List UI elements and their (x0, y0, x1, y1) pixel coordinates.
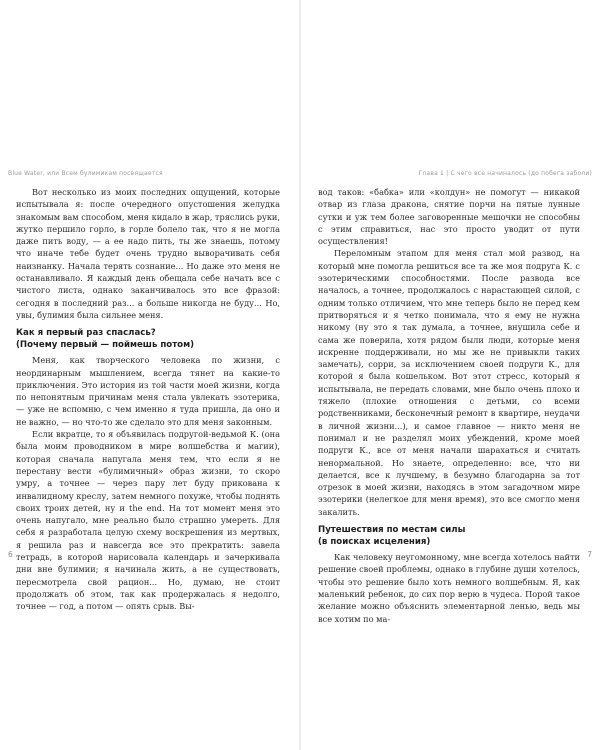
right-page (302, 0, 600, 750)
section-heading (16, 327, 280, 351)
section-heading (318, 524, 580, 548)
running-header-left: Blue Water, или Всем булимикам посвящается (8, 170, 163, 177)
page-number-right: 7 (587, 550, 592, 559)
body-paragraph: Как человеку неугомонному, мне всегда хотелось найти решение своей проблемы, однако в глубине души хотелось, чтобы это решение было хоть немного волшебным. Я, как маленький ребенок, до сих пор верю в чудеса. Порой такое желание можно объяснить элементарной ленью, ведь мы все хотим по ма- (318, 552, 580, 624)
body-paragraph: Меня, как творческого человека по жизни, с неординарным мышлением, всегда тянет на какие-то приключения. Это история из той части моей жизни, когда по непонятным причинам меня стала увлекать эзотерика, — уже не вспомню, с чем именно я туда пришла, да оно и не важно, — но что-то же сделало это для меня законным. (16, 355, 280, 427)
section-heading-line1: Как я первый раз спаслась? (16, 328, 156, 339)
right-text-column (318, 186, 580, 625)
body-paragraph: Вот несколько из моих последних ощущений, которые испытывала я: после очередного опустошения желудка знакомым вам способом, меня кидало в жар, тряслись руки, жутко першило горло, в горле болело так, что я не могла даже пить воду, — а ее надо пить, ты же знаешь, потому что иначе тебе будет очень трудно выворачивать себя наизнанку. Начала терять сознание... Но даже это меня не останавливало. Я каждый день обещала себе начать все с чистого листа, однако заканчивалось это все фразой: сегодня в последний раз... а больше никогда не буду... Но, увы, булимия была сильнее меня. (16, 187, 280, 320)
page-number-left: 6 (8, 550, 13, 559)
body-paragraph: вод таков: «бабка» или «колдун» не помогут — никакой отвар из глаза дракона, снятие порчи на пятые лунные сутки и уж тем более заговоренные мешочки не способны с этим справиться, нас это просто уводит от пути осуществления! (318, 187, 580, 247)
section-heading-line2: (Почему первый — поймешь потом) (16, 340, 195, 351)
running-header-right: Глава 1 | С чего все начиналось (до побега заболи) (418, 170, 592, 177)
left-page (0, 0, 298, 750)
section-heading-line1: Путешествия по местам силы (318, 525, 466, 536)
body-paragraph: Переломным этапом для меня стал мой развод, на который мне помогла решиться все та же моя подруга К. с эзотерическими способностями. После развода все началось, а точнее, продолжалось с нарастающей силой, с одним только отличием, что мне теперь было не перед кем притворяться и я четко понимала, что я ему не нужна никому (ну это я так думала, а точнее, внушила себе и сама же поверила, хотя рядом были люди, которые меня искренне поддерживали, но мы же не привыкли таких замечать), сорри, за исключением своей подруги К., для которой я была кошельком. Вот этот стресс, который я испытывала, не передать словами, мне было очень плохо и тяжело (плохие отношения с детьми, со всеми родственниками, бесконечный ремонт в квартире, неудачи в личной жизни...), и самое главное — никто меня не понимал и не разделял моих убеждений, кроме моей подруги К., все от меня начали шарахаться и считать ненормальной. Но знаете, определенно: все, что ни делается, все к лучшему, в безумно благодарна за тот отрезок в моей жизни, находясь в этом загадочном мире эзотерики (нелегкое для меня время), это все смогло меня закалить. (318, 248, 580, 517)
section-heading-line2: (в поисках исцеления) (318, 537, 431, 548)
body-paragraph: Если вкратце, то я объявилась подругой-ведьмой К. (она была моим проводником в мире волшебства и магии), которая сначала напугала меня тем, что если я не перестану вести «булимичный» образ жизни, то скоро умру, а точнее — через пару лет буду прикована к инвалидному креслу, затем немного похуже, чтобы поднять своих троих детей, ну и the end. На тот момент меня это очень напугало, мне реально было страшно умереть. Для себя я разработала целую схему воскрешения из мертвых, я решила раз и навсегда все это прекратить: завела тетрадь, в которой нарисовала календарь и зачеркивала дни вне булимии; я начинала жить, а не существовать, пересмотрела свой рацион... Но, думаю, не стоит продолжать об этом, так как продержалась я недолго, точнее — год, а потом — опять срыв. Вы- (16, 429, 280, 612)
left-text-column (16, 186, 280, 613)
book-spine (299, 0, 301, 750)
